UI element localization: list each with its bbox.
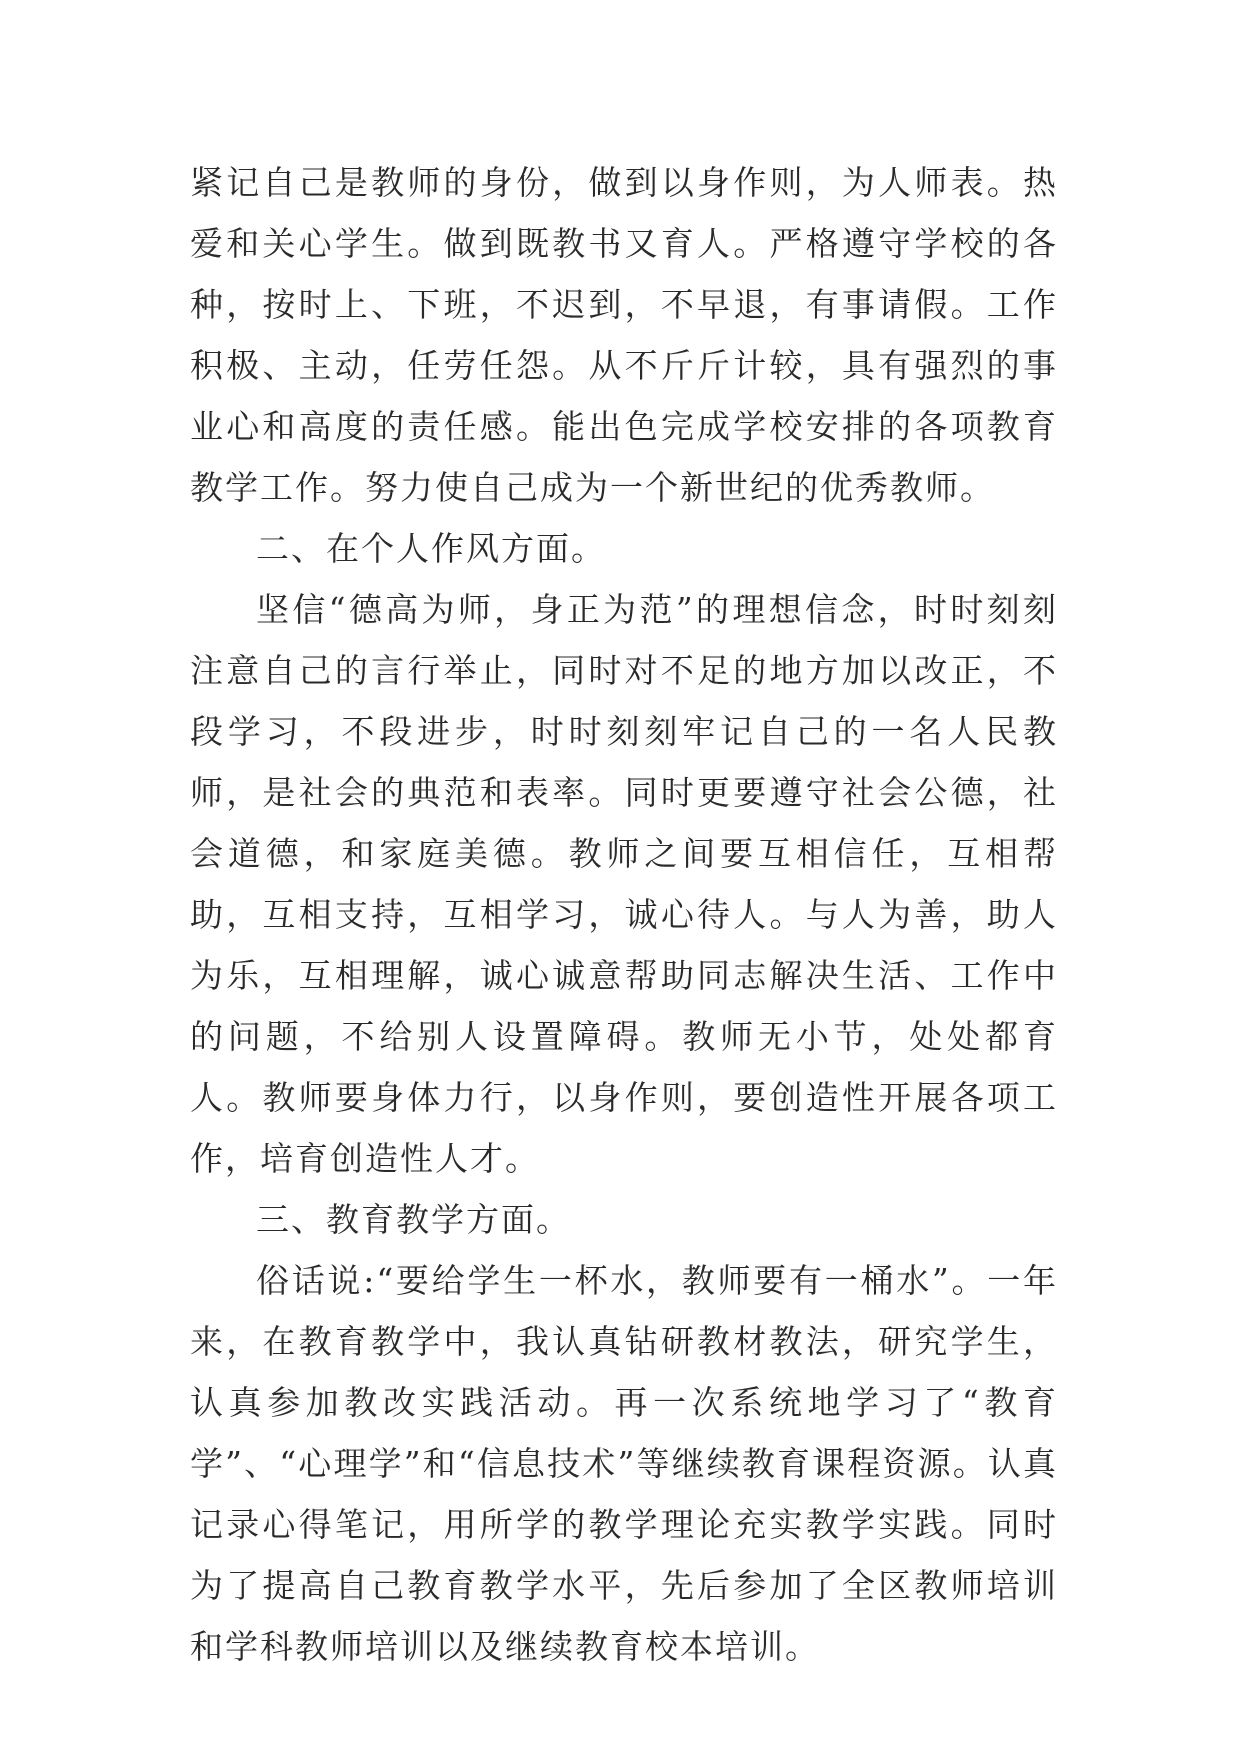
paragraph-continuation: 紧记自己是教师的身份，做到以身作则，为人师表。热爱和关心学生。做到既教书又育人。严格遵守学校的各种，按时上、下班，不迟到，不早退，有事请假。工作积极、主动，任劳任怨。从不斤斤计较，具有强烈的事业心和高度的责任感。能出色完成学校安排的各项教育教学工作。努力使自己成为一个新世纪的优秀教师。 — [190, 163, 1058, 507]
paragraph-personal-style: 坚信“德高为师，身正为范”的理想信念，时时刻刻注意自己的言行举止，同时对不足的地方加以改正，不段学习，不段进步，时时刻刻牢记自己的一名人民教师，是社会的典范和表率。同时更要遵守社会公德，社会道德，和家庭美德。教师之间要互相信任，互相帮助，互相支持，互相学习，诚心待人。与人为善，助人为乐，互相理解，诚心诚意帮助同志解决生活、工作中的问题，不给别人设置障碍。教师无小节，处处都育人。教师要身体力行，以身作则，要创造性开展各项工作，培育创造性人才。 — [190, 590, 1058, 1178]
section-heading-personal-style: 二、在个人作风方面。 — [256, 529, 606, 568]
document-body — [190, 152, 1058, 1677]
section-heading-teaching: 三、教育教学方面。 — [256, 1200, 571, 1239]
paragraph-teaching: 俗话说:“要给学生一杯水，教师要有一桶水”。一年来，在教育教学中，我认真钻研教材教法，研究学生，认真参加教改实践活动。再一次系统地学习了“教育学”、“心理学”和“信息技术”等继续教育课程资源。认真记录心得笔记，用所学的教学理论充实教学实践。同时为了提高自己教育教学水平，先后参加了全区教师培训和学科教师培训以及继续教育校本培训。 — [190, 1261, 1058, 1666]
